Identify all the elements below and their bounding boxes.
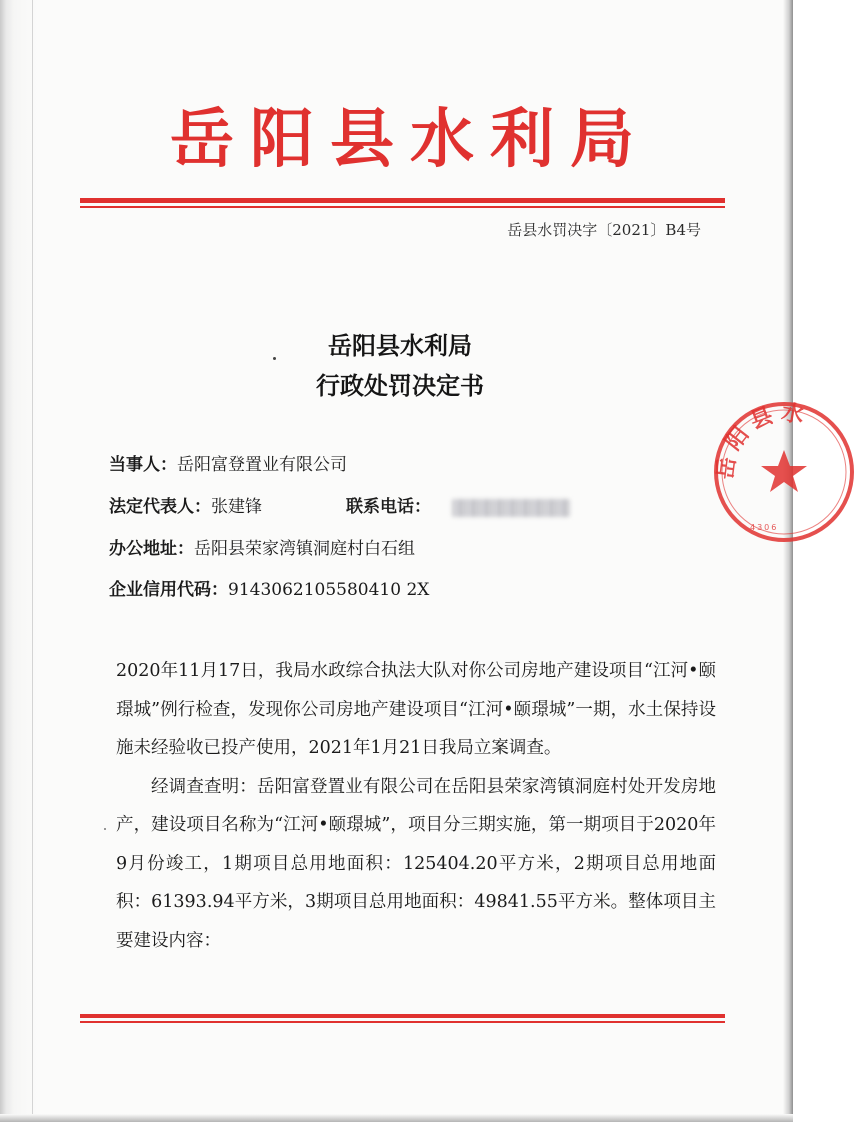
scan-speck bbox=[273, 357, 276, 360]
body-paragraph-1: 2020年11月17日，我局水政综合执法大队对你公司房地产建设项目“江河•颐璟城”例行检查，发现你公司房地产建设项目“江河•颐璟城”一期，水土保持设施未经验收已投产使用，2021年1月21日我局立案调查。 bbox=[116, 661, 716, 758]
seal-text: 岳阳县水 bbox=[713, 400, 812, 481]
scan-edge-line bbox=[32, 0, 33, 1122]
org-letterhead-title: 岳阳县水利局 bbox=[170, 103, 650, 177]
scan-edge-bottom bbox=[0, 1114, 793, 1122]
legal-rep-row bbox=[109, 495, 262, 519]
phone-redacted bbox=[452, 499, 570, 517]
document-heading-org: 岳阳县水利局 bbox=[328, 331, 472, 360]
party-value: 岳阳富登置业有限公司 bbox=[177, 455, 347, 475]
scan-speck bbox=[104, 828, 106, 830]
phone-label: 联系电话： bbox=[346, 497, 431, 517]
body-paragraph-2: 经调查查明：岳阳富登置业有限公司在岳阳县荣家湾镇洞庭村处开发房地产，建设项目名称为“江河•颐璟城”，项目分三期实施，第一期项目于2020年9月份竣工，1期项目总用地面积：125404.20平方米，2期项目总用地面积：61393.94平方米，3期项目总用地面积：49841.55平方米。整体项目主要建设内容： bbox=[116, 776, 716, 951]
credit-code-value: 9143062105580410 2X bbox=[228, 580, 430, 600]
letterhead-rule-thick bbox=[80, 198, 725, 203]
footer-rule-thick bbox=[80, 1014, 725, 1018]
address-row bbox=[109, 537, 415, 561]
legal-rep-value: 张建锋 bbox=[211, 497, 262, 517]
document-number: 岳县水罚决字〔2021〕B4号 bbox=[507, 221, 701, 239]
seal-star-icon bbox=[761, 450, 807, 492]
legal-rep-label: 法定代表人： bbox=[109, 497, 211, 517]
credit-code-row bbox=[109, 578, 429, 602]
address-value: 岳阳县荣家湾镇洞庭村白石组 bbox=[194, 539, 415, 559]
official-seal bbox=[706, 394, 856, 544]
letterhead-rule-thin bbox=[80, 206, 725, 208]
document-heading-type: 行政处罚决定书 bbox=[316, 371, 484, 400]
decision-body bbox=[116, 652, 716, 960]
credit-code-label: 企业信用代码： bbox=[109, 580, 228, 600]
seal-code: 4306 bbox=[750, 523, 779, 532]
party-label: 当事人： bbox=[109, 455, 177, 475]
address-label: 办公地址： bbox=[109, 539, 194, 559]
scan-edge-right bbox=[783, 0, 793, 1122]
footer-rule-thin bbox=[80, 1021, 725, 1023]
party-row bbox=[109, 453, 347, 477]
